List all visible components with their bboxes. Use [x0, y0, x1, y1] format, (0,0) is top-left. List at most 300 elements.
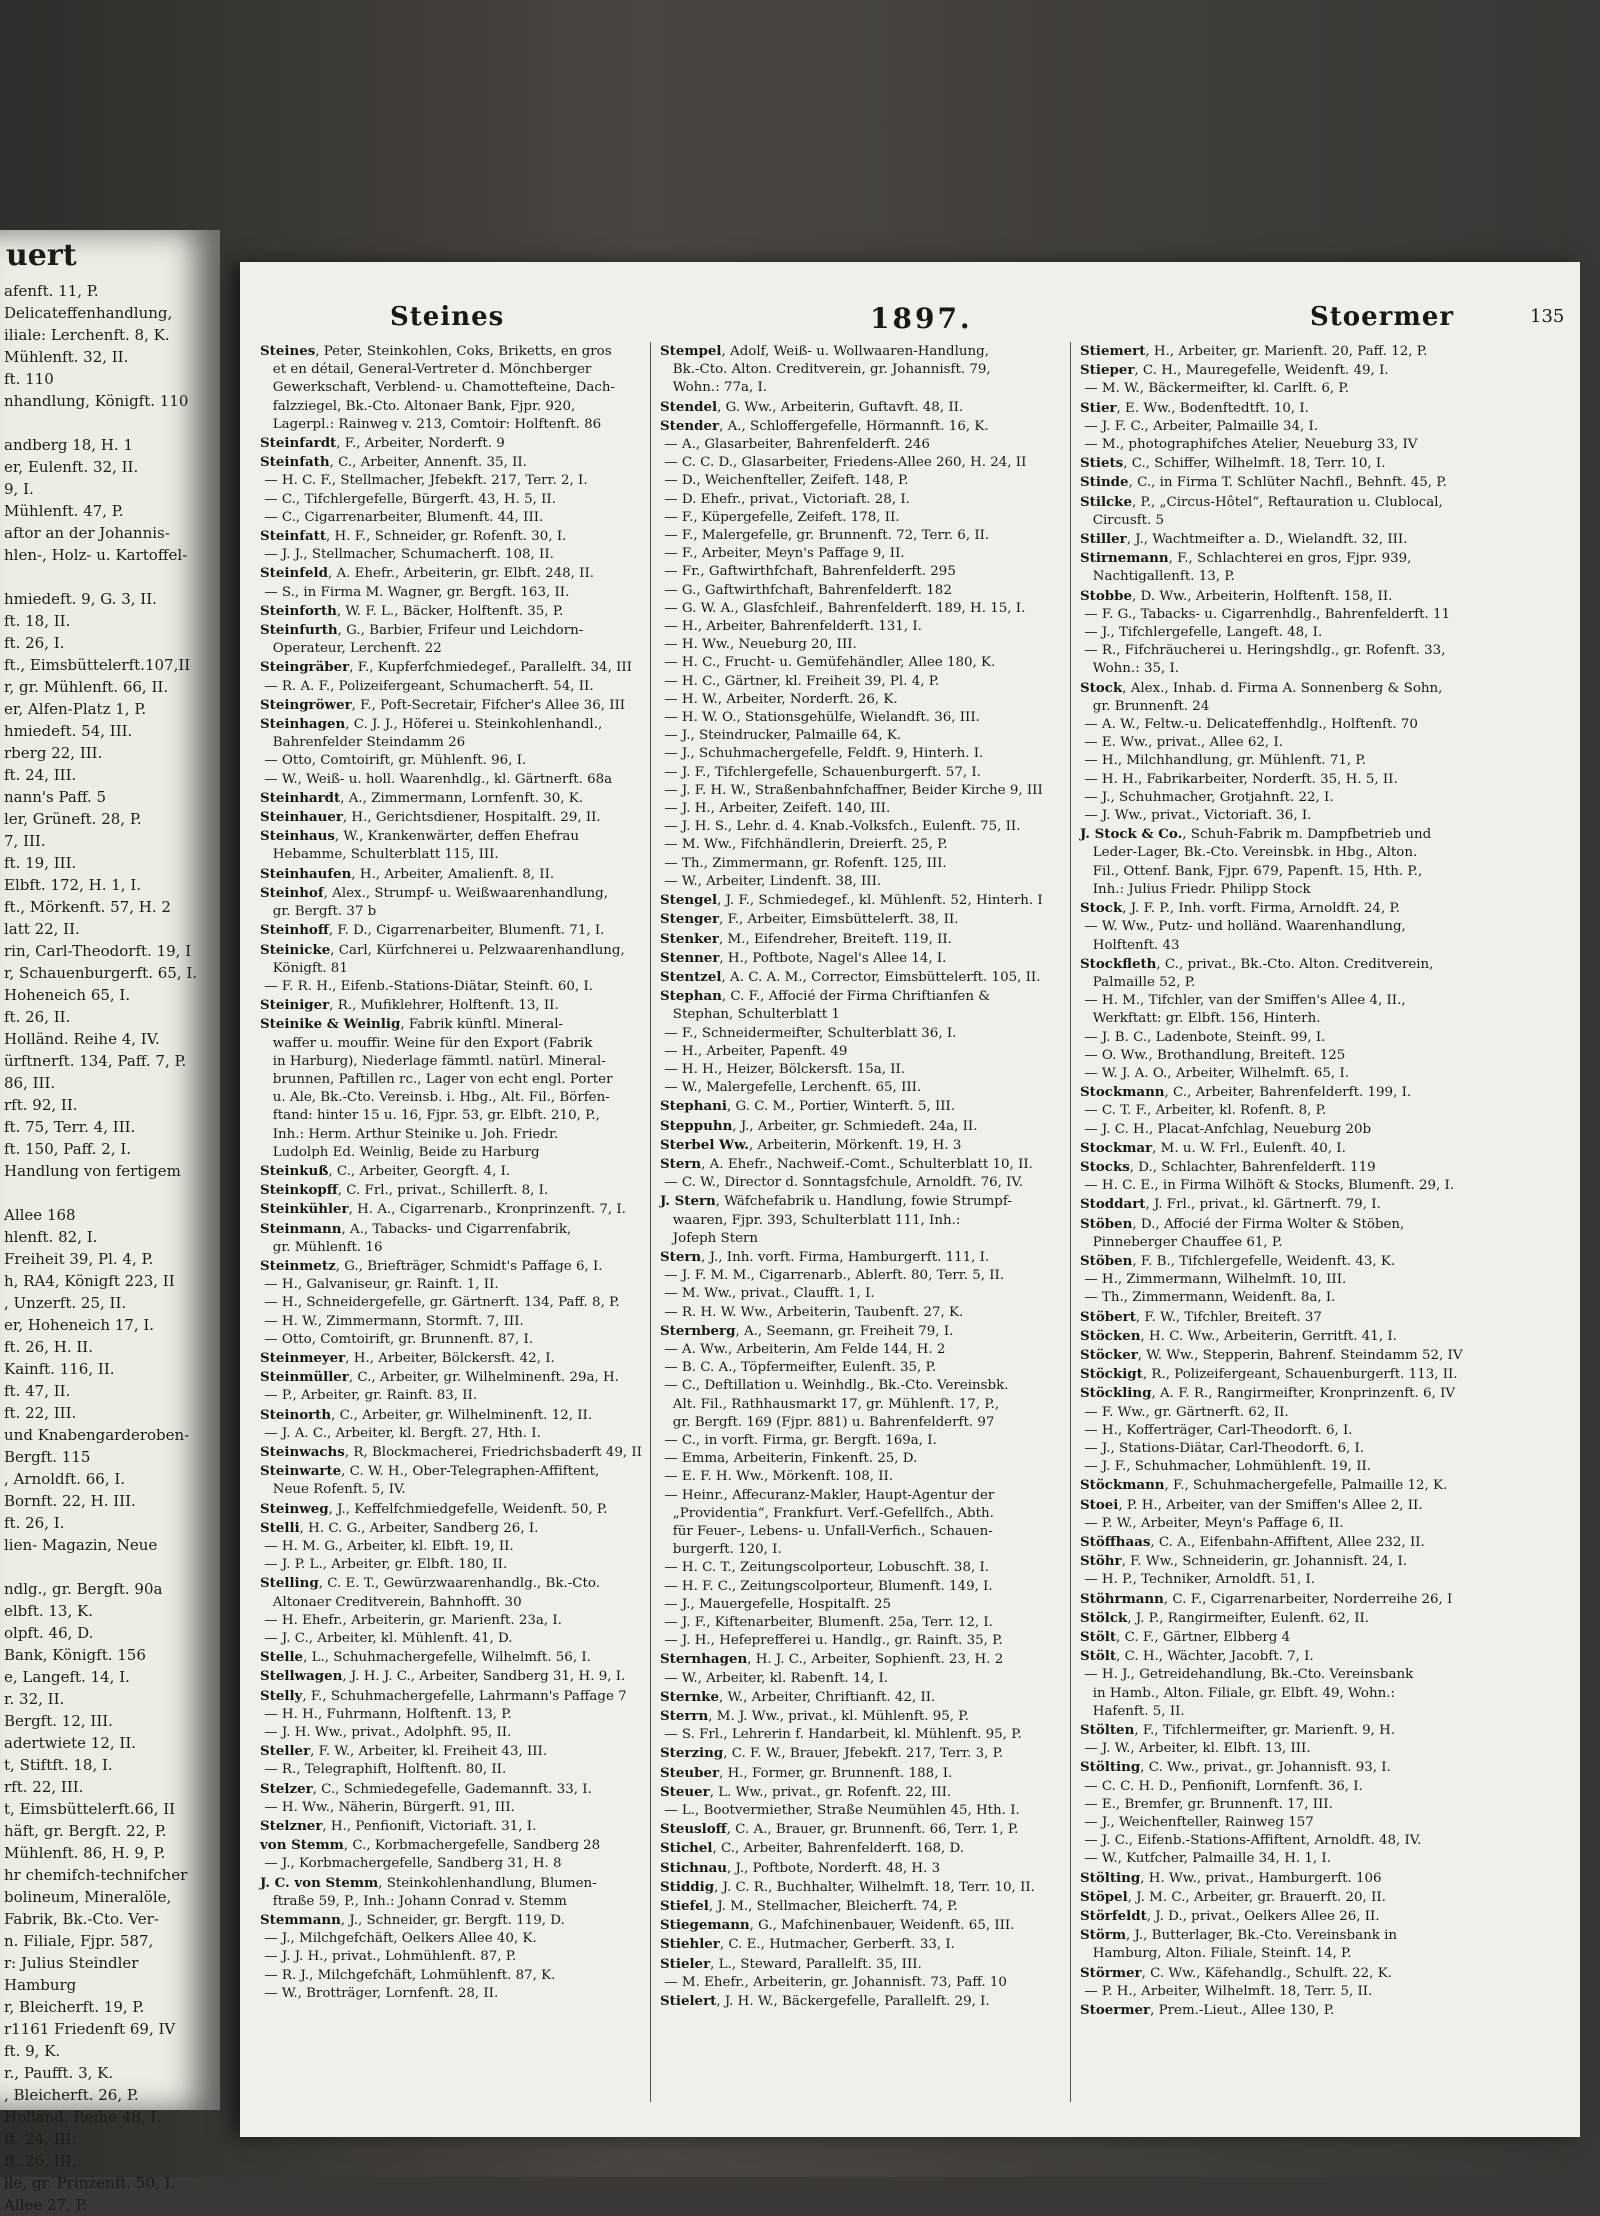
facing-page-line: adertwiete 12, II.: [4, 1734, 137, 1752]
directory-entry: Stiefel, J. M., Stellmacher, Bleicherft. 74, P.: [660, 1898, 958, 1915]
directory-entry: Steinmann, A., Tabacks- und Cigarrenfabrik,: [260, 1220, 572, 1237]
directory-entry: Stiddig, J. C. R., Buchhalter, Wilhelmft. 18, Terr. 10, II.: [660, 1878, 1035, 1895]
directory-entry: Werkftatt: gr. Elbft. 156, Hinterh.: [1080, 1011, 1321, 1027]
directory-entry: Stelli, H. C. G., Arbeiter, Sandberg 26, I.: [260, 1519, 539, 1536]
directory-entry: Leder-Lager, Bk.-Cto. Vereinsbk. in Hbg., Alton.: [1080, 845, 1418, 861]
directory-entry: — P. W., Arbeiter, Meyn's Paffage 6, II.: [1080, 1515, 1344, 1531]
directory-entry: — J. F. H. W., Straßenbahnfchaffner, Beider Kirche 9, III: [660, 782, 1043, 798]
facing-page-line: ft. 26, II.: [4, 1008, 71, 1026]
directory-entry: Steinwarte, C. W. H., Ober-Telegraphen-Affiftent,: [260, 1463, 600, 1480]
directory-entry: in Hamb., Alton. Filiale, gr. Elbft. 49, Wohn.:: [1080, 1685, 1395, 1701]
directory-entry: — H. J., Getreidehandlung, Bk.-Cto. Vereinsbank: [1080, 1667, 1414, 1683]
directory-entry: J. Stern, Wäfchefabrik u. Handlung, fowie Strumpf-: [660, 1193, 1012, 1210]
facing-page-line: ft. 110: [4, 370, 54, 388]
directory-entry: — H. M. G., Arbeiter, kl. Elbft. 19, II.: [260, 1539, 514, 1554]
directory-entry: Stöpel, J. M. C., Arbeiter, gr. Brauerft. 20, II.: [1080, 1888, 1386, 1905]
directory-entry: ftraße 59, P., Inh.: Johann Conrad v. Stemm: [260, 1893, 567, 1909]
facing-page-line: Allee 27, P.: [4, 2196, 88, 2214]
directory-entry: Fil., Ottenf. Bank, Fjpr. 679, Papenft. 15, Hth. P.,: [1080, 863, 1423, 879]
directory-entry: — C. W., Director d. Sonntagsfchule, Arnoldft. 76, IV.: [660, 1175, 1024, 1191]
directory-entry: Palmaille 52, P.: [1080, 974, 1196, 990]
facing-page-line: h, RA4, Königft 223, II: [4, 1272, 175, 1290]
facing-page-line: ft. 18, II.: [4, 612, 71, 630]
facing-page-line: n. Filiale, Fjpr. 587,: [4, 1932, 154, 1950]
facing-page-line: Allee 168: [4, 1206, 76, 1224]
facing-page-line: , Arnoldft. 66, I.: [4, 1470, 126, 1488]
directory-entry: Stielert, J. H. W., Bäckergefelle, Parallelft. 29, I.: [660, 1993, 990, 2010]
directory-entry: — J., Schuhmacher, Grotjahnft. 22, I.: [1080, 789, 1334, 805]
directory-entry: — J. F. C., Arbeiter, Palmaille 34, I.: [1080, 418, 1319, 434]
directory-entry: — F. G., Tabacks- u. Cigarrenhdlg., Bahrenfelderft. 11: [1080, 606, 1451, 622]
directory-entry: — M. Ehefr., Arbeiterin, gr. Johannisft. 73, Paff. 10: [660, 1974, 1007, 1990]
directory-entry: Stenker, M., Eifendreher, Breiteft. 119, II.: [660, 930, 952, 947]
directory-entry: Steinicke, Carl, Kürfchnerei u. Pelzwaarenhandlung,: [260, 941, 625, 958]
directory-entry: Stoermer, Prem.-Lieut., Allee 130, P.: [1080, 2002, 1335, 2019]
directory-entry: Steppuhn, J., Arbeiter, gr. Schmiedeft. 24a, II.: [660, 1117, 978, 1134]
facing-page-line: ürftnerft. 134, Paff. 7, P.: [4, 1052, 187, 1070]
directory-entry: — J., Korbmachergefelle, Sandberg 31, H. 8: [260, 1856, 562, 1872]
facing-page-line: iliale: Lerchenft. 8, K.: [4, 326, 170, 344]
directory-entry: — H. Ww., Neueburg 20, III.: [660, 637, 857, 653]
directory-entry: Altonaer Creditverein, Bahnhofft. 30: [260, 1594, 522, 1610]
facing-page-line: ft. 24, III.: [4, 766, 77, 784]
facing-page-line: t, Eimsbüttelerft.66, II: [4, 1800, 176, 1818]
directory-entry: Stöben, D., Affocié der Firma Wolter & Stöben,: [1080, 1215, 1405, 1232]
directory-entry: Steinkopff, C. Frl., privat., Schillerft. 8, I.: [260, 1182, 549, 1199]
directory-entry: Stockfleth, C., privat., Bk.-Cto. Alton. Creditverein,: [1080, 955, 1434, 972]
directory-entry: — W., Arbeiter, Lindenft. 38, III.: [660, 873, 882, 889]
directory-entry: ftand: hinter 15 u. 16, Fjpr. 53, gr. Elbft. 210, P.,: [260, 1108, 600, 1124]
facing-page-line: Handlung von fertigem: [4, 1162, 181, 1180]
directory-entry: — C., Deftillation u. Weinhdlg., Bk.-Cto. Vereinsbk.: [660, 1378, 1009, 1394]
directory-entry: Steinike & Weinlig, Fabrik künftl. Mineral-: [260, 1016, 564, 1033]
directory-entry: J. Stock & Co., Schuh-Fabrik m. Dampfbetrieb und: [1080, 826, 1432, 843]
directory-entry: Stern, J., Inh. vorft. Firma, Hamburgerft. 111, I.: [660, 1248, 990, 1265]
directory-entry: — C. T. F., Arbeiter, kl. Rofenft. 8, P.: [1080, 1103, 1327, 1119]
directory-entry: falzziegel, Bk.-Cto. Altonaer Bank, Fjpr. 920,: [260, 398, 576, 414]
directory-entry: — J., Steindrucker, Palmaille 64, K.: [660, 728, 902, 744]
directory-entry: — J. W., Arbeiter, kl. Elbft. 13, III.: [1080, 1741, 1311, 1757]
directory-entry: Steller, F. W., Arbeiter, kl. Freiheit 43, III.: [260, 1743, 548, 1760]
directory-entry: Stöbert, F. W., Tifchler, Breiteft. 37: [1080, 1308, 1322, 1325]
directory-entry: — W., Malergefelle, Lerchenft. 65, III.: [660, 1080, 922, 1096]
directory-entry: — W. J. A. O., Arbeiter, Wilhelmft. 65, I.: [1080, 1065, 1349, 1081]
directory-entry: — Th., Zimmermann, Weidenft. 8a, I.: [1080, 1290, 1336, 1306]
directory-entry: Stenner, H., Poftbote, Nagel's Allee 14, I.: [660, 949, 947, 966]
facing-page: [0, 230, 220, 2214]
directory-entry: Steingräber, F., Kupferfchmiedegef., Parallelft. 34, III: [260, 659, 632, 676]
facing-page-line: er, Hoheneich 17, I.: [4, 1316, 155, 1334]
directory-entry: — E. Ww., privat., Allee 62, I.: [1080, 735, 1283, 751]
directory-entry: — R. H. W. Ww., Arbeiterin, Taubenft. 27, K.: [660, 1304, 964, 1320]
facing-page-header: uert: [6, 238, 77, 273]
facing-page-line: ft. 75, Terr. 4, III.: [4, 1118, 136, 1136]
facing-page-line: r, gr. Mühlenft. 66, II.: [4, 678, 169, 696]
directory-entry: — A. W., Feltw.-u. Delicateffenhdlg., Holftenft. 70: [1080, 717, 1418, 733]
facing-page-line: ndlg., gr. Bergft. 90a: [4, 1580, 163, 1598]
directory-entry: — W., Arbeiter, kl. Rabenft. 14, I.: [660, 1670, 889, 1686]
directory-entry: Inh.: Julius Friedr. Philipp Stock: [1080, 881, 1311, 897]
directory-entry: in Harburg), Niederlage fämmtl. natürl. Mineral-: [260, 1053, 606, 1069]
directory-entry: — E. F. H. Ww., Mörkenft. 108, II.: [660, 1469, 894, 1485]
header-right-keyword: Stoermer: [1310, 302, 1455, 332]
facing-page-line: rin, Carl-Theodorft. 19, I: [4, 942, 192, 960]
facing-page-line: ft., Mörkenft. 57, H. 2: [4, 898, 171, 916]
directory-entry: Stelzer, C., Schmiedegefelle, Gademannft. 33, I.: [260, 1780, 592, 1797]
facing-page-line: Hamburg: [4, 1976, 77, 1994]
directory-entry: Steinweg, J., Keffelfchmiedgefelle, Weidenft. 50, P.: [260, 1500, 608, 1517]
facing-page-line: r, Bleicherft. 19, P.: [4, 1998, 145, 2016]
directory-entry: — J. F., Kiftenarbeiter, Blumenft. 25a, Terr. 12, I.: [660, 1615, 993, 1631]
directory-entry: — H., Kofferträger, Carl-Theodorft. 6, I.: [1080, 1422, 1353, 1438]
directory-entry: — H., Zimmermann, Wilhelmft. 10, III.: [1080, 1272, 1347, 1288]
directory-entry: — J. B. C., Ladenbote, Steinft. 99, I.: [1080, 1029, 1326, 1045]
facing-page-line: und Knabengarderoben-: [4, 1426, 190, 1444]
directory-entry: — H. H., Heizer, Bölckersft. 15a, II.: [660, 1061, 906, 1077]
directory-entry: Stoddart, J. Frl., privat., kl. Gärtnerft. 79, I.: [1080, 1196, 1381, 1213]
directory-entry: Steinforth, W. F. L., Bäcker, Holftenft. 35, P.: [260, 602, 564, 619]
directory-entry: — E., Bremfer, gr. Brunnenft. 17, III.: [1080, 1796, 1333, 1812]
facing-page-line: t, Stiftft. 18, I.: [4, 1756, 113, 1774]
facing-page-line: Freiheit 39, Pl. 4, P.: [4, 1250, 154, 1268]
directory-entry: Stendel, G. Ww., Arbeiterin, Guftavft. 48, II.: [660, 398, 964, 415]
directory-entry: Stender, A., Schloffergefelle, Hörmannft. 16, K.: [660, 417, 989, 434]
facing-page-line: e, Langeft. 14, I.: [4, 1668, 130, 1686]
directory-entry: Störfeldt, J. D., privat., Oelkers Allee 26, II.: [1080, 1908, 1380, 1925]
directory-entry: Steinhaufen, H., Arbeiter, Amalienft. 8, II.: [260, 865, 555, 882]
directory-entry: Nachtigallenft. 13, P.: [1080, 569, 1235, 585]
directory-entry: — F. R. H., Eifenb.-Stations-Diätar, Steinft. 60, I.: [260, 978, 594, 994]
directory-entry: Bahrenfelder Steindamm 26: [260, 735, 466, 751]
header-left-keyword: Steines: [390, 302, 505, 332]
directory-entry: Stiemert, H., Arbeiter, gr. Marienft. 20, Paff. 12, P.: [1080, 343, 1428, 359]
directory-entry: Sterzing, C. F. W., Brauer, Jfebekft. 217, Terr. 3, P.: [660, 1745, 1004, 1762]
directory-entry: — H. Ehefr., Arbeiterin, gr. Marienft. 23a, I.: [260, 1612, 562, 1628]
directory-entry: Stieler, L., Steward, Parallelft. 35, III.: [660, 1955, 922, 1972]
directory-entry: — H. C. F., Stellmacher, Jfebekft. 217, Terr. 2, I.: [260, 473, 588, 489]
facing-page-line: ft. 26, I.: [4, 634, 65, 652]
column-3: [1080, 342, 1500, 2122]
directory-entry: — J., Schuhmachergefelle, Feldft. 9, Hinterh. I.: [660, 746, 984, 762]
directory-entry: Stelly, F., Schuhmachergefelle, Lahrmann's Paffage 7: [260, 1687, 627, 1704]
directory-entry: Stellwagen, J. H. J. C., Arbeiter, Sandberg 31, H. 9, I.: [260, 1668, 626, 1685]
facing-page-line: rft. 92, II.: [4, 1096, 78, 1114]
directory-entry: — Heinr., Affecuranz-Makler, Haupt-Agentur der: [660, 1487, 995, 1503]
facing-page-line: Mühlenft. 47, P.: [4, 502, 124, 520]
facing-page-line: [4, 1556, 214, 1578]
facing-page-line: hmiedeft. 54, III.: [4, 722, 133, 740]
directory-entry: Inh.: Herm. Arthur Steinike u. Joh. Friedr.: [260, 1126, 559, 1142]
directory-entry: Sterbel Ww., Arbeiterin, Mörkenft. 19, H. 3: [660, 1136, 962, 1153]
directory-entry: Stölten, F., Tifchlermeifter, gr. Marienft. 9, H.: [1080, 1722, 1396, 1739]
directory-entry: — H. Ww., Näherin, Bürgerft. 91, III.: [260, 1799, 515, 1815]
directory-entry: waffer u. mouffir. Weine für den Export (Fabrik: [260, 1035, 593, 1051]
directory-entry: Stocks, D., Schlachter, Bahrenfelderft. 119: [1080, 1158, 1376, 1175]
directory-entry: — D. Ehefr., privat., Victoriaft. 28, I.: [660, 491, 910, 507]
facing-page-line: hlen-, Holz- u. Kartoffel-: [4, 546, 188, 564]
directory-entry: Hamburg, Alton. Filiale, Steinft. 14, P.: [1080, 1946, 1352, 1962]
directory-entry: Stempel, Adolf, Weiß- u. Wollwaaren-Handlung,: [660, 343, 989, 359]
directory-entry: — H. H., Fuhrmann, Holftenft. 13, P.: [260, 1706, 512, 1722]
facing-page-line: andberg 18, H. 1: [4, 436, 134, 454]
directory-entry: — M. Ww., Fifchhändlerin, Dreierft. 25, P.: [660, 837, 948, 853]
directory-entry: Steinfatt, H. F., Schneider, gr. Rofenft. 30, I.: [260, 528, 567, 545]
directory-entry: — A. Ww., Arbeiterin, Am Felde 144, H. 2: [660, 1341, 946, 1357]
directory-entry: Stöben, F. B., Tifchlergefelle, Weidenft. 43, K.: [1080, 1252, 1396, 1269]
directory-entry: Lagerpl.: Rainweg v. 213, Comtoir: Holftenft. 86: [260, 416, 602, 432]
directory-entry: — M. Ww., privat., Claufft. 1, I.: [660, 1286, 875, 1302]
facing-page-line: ft. 9, K.: [4, 2042, 61, 2060]
directory-entry: — H. F. C., Zeitungscolporteur, Blumenft. 149, I.: [660, 1578, 993, 1594]
directory-entry: Steinorth, C., Arbeiter, gr. Wilhelminenft. 12, II.: [260, 1406, 593, 1423]
directory-entry: — Th., Zimmermann, gr. Rofenft. 125, III.: [660, 855, 947, 871]
column-1: [260, 342, 640, 2122]
directory-entry: J. C. von Stemm, Steinkohlenhandlung, Blumen-: [260, 1874, 597, 1891]
facing-page-line: hmiedeft. 9, G. 3, II.: [4, 590, 157, 608]
directory-entry: von Stemm, C., Korbmachergefelle, Sandberg 28: [260, 1837, 601, 1854]
facing-page-line: [4, 1182, 214, 1204]
directory-entry: — G., Gaftwirthfchaft, Bahrenfelderft. 182: [660, 582, 952, 598]
directory-entry: Stemmann, J., Schneider, gr. Bergft. 119, D.: [260, 1912, 565, 1929]
directory-entry: Stiegemann, G., Mafchinenbauer, Weidenft. 65, III.: [660, 1917, 1015, 1934]
directory-entry: Stilcke, P., „Circus-Hôtel“, Reftauration u. Clublocal,: [1080, 493, 1443, 510]
directory-entry: Stöckigt, R., Polizeifergeant, Schauenburgerft. 113, II.: [1080, 1366, 1458, 1383]
facing-page-line: Mühlenft. 32, II.: [4, 348, 129, 366]
facing-page-line: Bergft. 12, III.: [4, 1712, 113, 1730]
directory-entry: — H. W. O., Stationsgehülfe, Wielandft. 36, III.: [660, 710, 980, 726]
directory-entry: Stephani, G. C. M., Portier, Winterft. 5, III.: [660, 1098, 956, 1115]
facing-page-line: ft. 150, Paff. 2, I.: [4, 1140, 132, 1158]
directory-entry: Steinmeyer, H., Arbeiter, Bölckersft. 42, I.: [260, 1349, 555, 1366]
directory-entry: für Feuer-, Lebens- u. Unfall-Verfich., Schauen-: [660, 1524, 993, 1539]
directory-entry: Steinfurth, G., Barbier, Frifeur und Leichdorn-: [260, 622, 584, 639]
directory-entry: — J. C., Eifenb.-Stations-Affiftent, Arnoldft. 48, IV.: [1080, 1833, 1422, 1849]
directory-entry: — S. Frl., Lehrerin f. Handarbeit, kl. Mühlenft. 95, P.: [660, 1727, 1022, 1743]
directory-entry: brunnen, Paftillen rc., Lager von echt engl. Porter: [260, 1071, 613, 1087]
facing-page-line: Holländ. Reihe 48, I.: [4, 2108, 162, 2126]
facing-page-line: [4, 412, 214, 434]
directory-entry: Stephan, Schulterblatt 1: [660, 1007, 840, 1023]
directory-entry: — S., in Firma M. Wagner, gr. Bergft. 163, II.: [260, 584, 570, 600]
directory-entry: Holftenft. 43: [1080, 937, 1180, 953]
directory-entry: — W. Ww., Putz- und holländ. Waarenhandlung,: [1080, 919, 1406, 935]
header-year: 1897.: [870, 302, 973, 335]
column-divider: [1070, 342, 1071, 2102]
directory-entry: burgerft. 120, I.: [660, 1542, 782, 1558]
directory-entry: Sternberg, A., Seemann, gr. Freiheit 79, I.: [660, 1322, 954, 1339]
facing-page-line: er, Alfen-Platz 1, P.: [4, 700, 147, 718]
facing-page-line: Bergft. 115: [4, 1448, 91, 1466]
directory-entry: Störmer, C. Ww., Käfehandlg., Schulft. 22, K.: [1080, 1964, 1392, 1981]
directory-entry: Stenger, F., Arbeiter, Eimsbüttelerft. 38, II.: [660, 911, 959, 928]
directory-entry: Steiniger, R., Mufiklehrer, Holftenft. 13, II.: [260, 997, 559, 1014]
directory-entry: — Fr., Gaftwirthfchaft, Bahrenfelderft. 295: [660, 564, 956, 580]
directory-entry: — W., Weiß- u. holl. Waarenhdlg., kl. Gärtnerft. 68a: [260, 771, 613, 787]
directory-entry: Stöcken, H. C. Ww., Arbeiterin, Gerritft. 41, I.: [1080, 1327, 1397, 1344]
directory-entry: Stier, E. Ww., Bodenftedtft. 10, I.: [1080, 399, 1309, 416]
directory-entry: — H., Galvaniseur, gr. Rainft. 1, II.: [260, 1277, 499, 1293]
facing-page-line: häft, gr. Bergft. 22, P.: [4, 1822, 167, 1840]
directory-entry: Jofeph Stern: [660, 1230, 759, 1246]
directory-entry: — F., Arbeiter, Meyn's Paffage 9, II.: [660, 546, 905, 562]
directory-entry: Stock, Alex., Inhab. d. Firma A. Sonnenberg & Sohn,: [1080, 679, 1443, 696]
directory-entry: Steinhoff, F. D., Cigarrenarbeiter, Blumenft. 71, I.: [260, 922, 605, 939]
directory-entry: Steuer, L. Ww., privat., gr. Rofenft. 22, III.: [660, 1783, 952, 1800]
directory-entry: — H. C., Gärtner, kl. Freiheit 39, Pl. 4, P.: [660, 673, 940, 689]
directory-entry: Steingröwer, F., Poft-Secretair, Fifcher's Allee 36, III: [260, 696, 626, 713]
facing-page-line: ft. 26, III.: [4, 2152, 77, 2170]
directory-entry: — J. P. L., Arbeiter, gr. Elbft. 180, II.: [260, 1557, 508, 1573]
directory-entry: — R. A. F., Polizeifergeant, Schumacherft. 54, II.: [260, 678, 594, 694]
directory-entry: — J., Weichenfteller, Rainweg 157: [1080, 1815, 1314, 1831]
directory-entry: — C. C. D., Glasarbeiter, Friedens-Allee 260, H. 24, II: [660, 455, 1027, 471]
directory-entry: — J. J., Stellmacher, Schumacherft. 108, II.: [260, 547, 554, 563]
directory-entry: — H. W., Zimmermann, Stormft. 7, III.: [260, 1313, 524, 1329]
entry-columns: [260, 342, 1570, 2122]
facing-page-line: ft. 47, II.: [4, 1382, 71, 1400]
directory-entry: et en détail, General-Vertreter d. Mönchberger: [260, 362, 592, 378]
facing-page-line: latt 22, II.: [4, 920, 80, 938]
directory-entry: — M. W., Bäckermeifter, kl. Carlft. 6, P.: [1080, 381, 1349, 397]
directory-entry: Stelle, L., Schuhmachergefelle, Wilhelmft. 56, I.: [260, 1649, 591, 1666]
page-number: 135: [1530, 306, 1565, 327]
directory-entry: Wohn.: 35, I.: [1080, 661, 1180, 677]
directory-entry: — H., Milchhandlung, gr. Mühlenft. 71, P.: [1080, 753, 1366, 769]
directory-entry: Stephan, C. F., Affocié der Firma Chriftianfen &: [660, 988, 991, 1005]
directory-entry: Steinhaus, W., Krankenwärter, deffen Ehefrau: [260, 828, 579, 845]
facing-page-line: [4, 566, 214, 588]
directory-entry: — R., Fifchräucherei u. Heringshdlg., gr. Rofenft. 33,: [1080, 643, 1446, 659]
directory-entry: Stiller, J., Wachtmeifter a. D., Wielandft. 32, III.: [1080, 531, 1408, 548]
directory-entry: Stöhrmann, C. F., Cigarrenarbeiter, Norderreihe 26, I: [1080, 1590, 1453, 1607]
directory-entry: Steinhauer, H., Gerichtsdiener, Hospitalft. 29, II.: [260, 809, 601, 826]
directory-entry: Circusft. 5: [1080, 512, 1165, 528]
directory-entry: — Emma, Arbeiterin, Finkenft. 25, D.: [660, 1451, 918, 1467]
directory-entry: Stöcker, W. Ww., Stepperin, Bahrenf. Steindamm 52, IV: [1080, 1346, 1463, 1363]
directory-entry: Steinfath, C., Arbeiter, Annenft. 35, II.: [260, 454, 527, 471]
directory-entry: — J. H. Ww., privat., Adolphft. 95, II.: [260, 1725, 512, 1741]
facing-page-line: ft. 26, H. II.: [4, 1338, 93, 1356]
directory-entry: — J. F., Schuhmacher, Lohmühlenft. 19, II.: [1080, 1459, 1372, 1475]
directory-entry: Stichnau, J., Poftbote, Norderft. 48, H. 3: [660, 1859, 941, 1876]
directory-entry: — G. W. A., Glasfchleif., Bahrenfelderft. 189, H. 15, I.: [660, 600, 1026, 616]
facing-page-text: [4, 280, 214, 2216]
directory-entry: — C., Tifchlergefelle, Bürgerft. 43, H. 5, II.: [260, 491, 556, 507]
directory-entry: Stölt, C. H., Wächter, Jacobft. 7, I.: [1080, 1648, 1314, 1665]
directory-entry: — O. Ww., Brothandlung, Breiteft. 125: [1080, 1047, 1346, 1063]
directory-entry: — J., Stations-Diätar, Carl-Theodorft. 6, I.: [1080, 1440, 1365, 1456]
directory-entry: Steinmetz, G., Briefträger, Schmidt's Paffage 6, I.: [260, 1257, 603, 1274]
facing-page-line: Bank, Königft. 156: [4, 1646, 146, 1664]
directory-entry: gr. Bergft. 169 (Fjpr. 881) u. Bahrenfelderft. 97: [660, 1414, 995, 1430]
directory-entry: — J. A. C., Arbeiter, kl. Bergft. 27, Hth. I.: [260, 1425, 541, 1441]
directory-entry: — J. H., Hefeprefferei u. Handlg., gr. Rainft. 35, P.: [660, 1633, 1003, 1649]
directory-entry: — H., Arbeiter, Papenft. 49: [660, 1043, 848, 1059]
facing-page-line: hr chemifch-technifcher: [4, 1866, 188, 1884]
directory-entry: — J. C. H., Placat-Anfchlag, Neueburg 20b: [1080, 1121, 1372, 1137]
directory-entry: Steinfardt, F., Arbeiter, Norderft. 9: [260, 435, 505, 452]
directory-entry: Steinfeld, A. Ehefr., Arbeiterin, gr. Elbft. 248, II.: [260, 565, 594, 582]
column-2: [660, 342, 1043, 2122]
directory-entry: — C., in vorft. Firma, gr. Bergft. 169a, I.: [660, 1432, 937, 1448]
directory-entry: — J., Tifchlergefelle, Langeft. 48, I.: [1080, 625, 1323, 641]
directory-entry: Steuber, H., Former, gr. Brunnenft. 188, I.: [660, 1764, 953, 1781]
directory-entry: gr. Mühlenft. 16: [260, 1239, 383, 1255]
facing-page-line: Kainft. 116, II.: [4, 1360, 115, 1378]
directory-entry: — Otto, Comtoirift, gr. Brunnenft. 87, I.: [260, 1331, 534, 1347]
directory-entry: waaren, Fjpr. 393, Schulterblatt 111, Inh.:: [660, 1212, 961, 1228]
directory-entry: Stölt, C. F., Gärtner, Elbberg 4: [1080, 1629, 1291, 1646]
facing-page-line: 7, III.: [4, 832, 46, 850]
directory-entry: Stock, J. F. P., Inh. vorft. Firma, Arnoldft. 24, P.: [1080, 900, 1401, 917]
directory-entry: — C., Cigarrenarbeiter, Blumenft. 44, III.: [260, 509, 544, 525]
facing-page-line: elbft. 13, K.: [4, 1602, 93, 1620]
facing-page-line: olpft. 46, D.: [4, 1624, 94, 1642]
directory-entry: — W., Kutfcher, Palmaille 34, H. 1, I.: [1080, 1851, 1331, 1867]
facing-page-line: rberg 22, III.: [4, 744, 103, 762]
directory-entry: Sterrn, M. J. Ww., privat., kl. Mühlenft. 95, P.: [660, 1708, 969, 1725]
facing-page-line: r. 32, II.: [4, 1690, 65, 1708]
directory-entry: — F. Ww., gr. Gärtnerft. 62, II.: [1080, 1404, 1289, 1420]
directory-entry: Stiets, C., Schiffer, Wilhelmft. 18, Terr. 10, I.: [1080, 455, 1386, 472]
directory-entry: — J. J. H., privat., Lohmühlenft. 87, P.: [260, 1949, 517, 1965]
directory-entry: Steinwachs, R, Blockmacherei, Friedrichsbaderft 49, II: [260, 1443, 642, 1460]
directory-entry: Steinkühler, H. A., Cigarrenarb., Kronprinzenft. 7, I.: [260, 1201, 626, 1218]
directory-entry: — H. C. T., Zeitungscolporteur, Lobuschft. 38, I.: [660, 1560, 990, 1576]
directory-entry: — R. J., Milchgefchäft, Lohmühlenft. 87, K.: [260, 1967, 556, 1983]
facing-page-line: nhandlung, Königft. 110: [4, 392, 189, 410]
directory-entry: Hebamme, Schulterblatt 115, III.: [260, 847, 499, 863]
directory-entry: — R., Telegraphift, Holftenft. 80, II.: [260, 1762, 507, 1778]
directory-entry: Stöffhaas, C. A., Eifenbahn-Affiftent, Allee 232, II.: [1080, 1534, 1425, 1550]
facing-page-line: ft. 22, III.: [4, 1404, 77, 1422]
directory-entry: Bk.-Cto. Alton. Creditverein, gr. Johannisft. 79,: [660, 362, 991, 378]
directory-entry: Stentzel, A. C. A. M., Corrector, Eimsbüttelerft. 105, II.: [660, 968, 1041, 985]
directory-entry: Alt. Fil., Rathhausmarkt 17, gr. Mühlenft. 17, P.,: [660, 1396, 1000, 1412]
facing-page-line: Hoheneich 65, I.: [4, 986, 131, 1004]
directory-entry: — P. H., Arbeiter, Wilhelmft. 18, Terr. 5, II.: [1080, 1983, 1373, 1999]
facing-page-line: r, Schauenburgerft. 65, I.: [4, 964, 198, 982]
directory-entry: „Providentia“, Frankfurt. Verf.-Gefellfch., Abth.: [660, 1505, 994, 1521]
directory-entry: Stiehler, C. E., Hutmacher, Gerberft. 33, I.: [660, 1936, 955, 1953]
facing-page-line: r: Julius Steindler: [4, 1954, 139, 1972]
directory-entry: — H. P., Techniker, Arnoldft. 51, I.: [1080, 1572, 1316, 1588]
directory-entry: Stelling, C. E. T., Gewürzwaarenhandlg., Bk.-Cto.: [260, 1575, 600, 1592]
facing-page-line: ft., Eimsbüttelerft.107,II: [4, 656, 191, 674]
directory-entry: — C. C. H. D., Penfionift, Lornfenft. 36, I.: [1080, 1778, 1363, 1794]
directory-entry: Stöhr, F. Ww., Schneiderin, gr. Johannisft. 24, I.: [1080, 1553, 1408, 1570]
directory-entry: — D., Weichenfteller, Zeifeft. 148, P.: [660, 473, 909, 489]
directory-entry: Ludolph Ed. Weinlig, Beide zu Harburg: [260, 1144, 540, 1160]
directory-entry: Neue Rofenft. 5, IV.: [260, 1482, 406, 1498]
directory-entry: Stölck, J. P., Rangirmeifter, Eulenft. 62, II.: [1080, 1609, 1370, 1626]
facing-page-line: Mühlenft. 86, H. 9, P.: [4, 1844, 166, 1862]
directory-entry: — B. C. A., Töpfermeifter, Eulenft. 35, P.: [660, 1360, 937, 1376]
facing-page-line: er, Eulenft. 32, II.: [4, 458, 139, 476]
directory-entry: — L., Bootvermiether, Straße Neumühlen 45, Hth. I.: [660, 1803, 1020, 1819]
directory-entry: — H., Arbeiter, Bahrenfelderft. 131, I.: [660, 619, 922, 635]
facing-page-line: ft. 26, I.: [4, 1514, 65, 1532]
directory-entry: Operateur, Lerchenft. 22: [260, 641, 442, 657]
directory-entry: Stöckling, A. F. R., Rangirmeifter, Kronprinzenft. 6, IV: [1080, 1385, 1456, 1402]
directory-entry: — W., Brotträger, Lornfenft. 28, II.: [260, 1985, 499, 2001]
directory-entry: — F., Schneidermeifter, Schulterblatt 36, I.: [660, 1025, 957, 1041]
directory-entry: — J. F. M. M., Cigarrenarb., Ablerft. 80, Terr. 5, II.: [660, 1268, 1005, 1284]
directory-entry: Stengel, J. F., Schmiedegef., kl. Mühlenft. 52, Hinterh. I: [660, 892, 1043, 909]
directory-entry: — J. F., Tifchlergefelle, Schauenburgerft. 57, I.: [660, 764, 981, 780]
facing-page-line: , Bleicherft. 26, P.: [4, 2086, 139, 2104]
directory-entry: — J., Milchgefchäft, Oelkers Allee 40, K.: [260, 1931, 537, 1947]
